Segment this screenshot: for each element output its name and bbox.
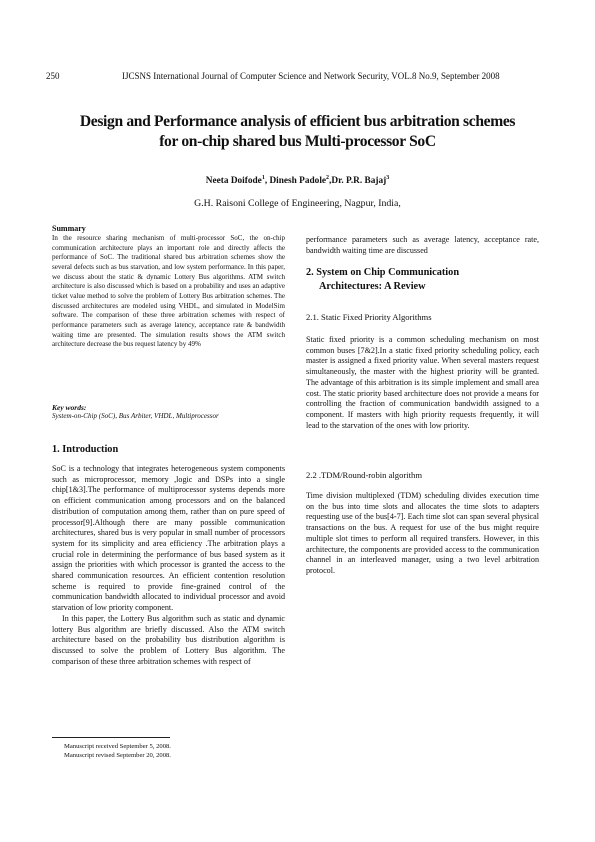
paper-title bbox=[30, 112, 565, 152]
section-heading-2-line1: 2. System on Chip Communication bbox=[306, 267, 460, 278]
introduction-body bbox=[52, 464, 285, 667]
section-heading-2 bbox=[306, 266, 539, 294]
footnote-received: Manuscript received September 5, 2008. bbox=[64, 743, 171, 750]
keywords-text: System-on-Chip (SoC), Bus Arbiter, VHDL, Multiprocessor bbox=[52, 412, 219, 420]
footnote-revised: Manuscript revised September 20, 2008. bbox=[64, 752, 171, 759]
section-heading-2-line2: Architectures: A Review bbox=[319, 281, 426, 292]
paragraph: SoC is a technology that integrates heterogeneous system components such as microprocessor, memory ,logic and DSPs into a single chip[1&3].The performance of multiprocessor systems depends more on efficient communication among processors and on the balanced distribution of computation among them, rather than on pure speed of processor[9].Although there are many possible communication architectures, shared bus is very popular in small number of processors system for its simplicity and area efficiency .The arbitration plays a crucial role in determining the performance of bus based system as it assign the priorities with which processor is granted the access to the shared communication resources. An efficient contention resolution scheme is required to provide fine-grained control of the communication bandwidth allocated to individual processor and avoid starvation of low priority component. bbox=[52, 464, 285, 613]
summary-heading: Summary bbox=[52, 224, 86, 233]
subsection-heading-2-2: 2.2 .TDM/Round-robin algorithm bbox=[306, 470, 423, 480]
paper-title-line2: for on-chip shared bus Multi-processor SoC bbox=[159, 133, 436, 150]
paragraph-continuation: performance parameters such as average latency, acceptance rate, bandwidth waiting time are discussed bbox=[306, 235, 539, 255]
affiliation: G.H. Raisoni College of Engineering, Nagpur, India, bbox=[194, 198, 401, 209]
author-superscript: 3 bbox=[386, 175, 390, 181]
page-number: 250 bbox=[46, 71, 60, 81]
author-name: , Dinesh Padole bbox=[264, 176, 327, 187]
subsection-body-2-1: Static fixed priority is a common scheduling mechanism on most common buses [7&2].In a static fixed priority scheduling policy, each master is assigned a fixed priority value. When several masters request simultaneously, the master with the highest priority will be granted. The advantage of this arbitration is its simple implement and small area cost. The static priority based architecture does not provide a means for controlling the fraction of communication bandwidth assigned to a component. If masters with high priority requests frequently, it will lead to the starvation of the ones with low priority. bbox=[306, 335, 539, 430]
running-header: IJCSNS International Journal of Computer Science and Network Security, VOL.8 No.9, September 2008 bbox=[122, 71, 500, 81]
summary-text: In the resource sharing mechanism of multi-processor SoC, the on-chip communication architecture plays an important role and directly affects the performance of SoC. The traditional shared bus arbitration schemes show the several defects such as bus starvation, and low system performance. In this paper, we discuss about the static & dynamic Lottery Bus algorithms. ATM switch architecture is also discussed which is based on a probability and uses an adaptive ticket value method to solve the problem of Lottery Bus arbitration schemes. The discussed architectures are modeled using VHDL, and simulated in ModelSim software. The comparison of these three arbitration schemes with respect of performance parameters such as average latency, acceptance rate & bandwidth waiting time are presented. The simulation results shows the ATM switch architecture decrease the bus request latency by 49% bbox=[52, 234, 285, 349]
subsection-heading-2-1: 2.1. Static Fixed Priority Algorithms bbox=[306, 312, 432, 322]
author-list bbox=[30, 175, 565, 186]
footnote-divider bbox=[52, 737, 170, 738]
author-superscript: 1 bbox=[261, 175, 265, 181]
subsection-body-2-2: Time division multiplexed (TDM) scheduling divides execution time on the bus into time slots and allocates the time slots to adapters requesting use of the bus[4-7]. Each time slot can span several physical transactions on the bus. A request for use of the bus might require multiple slot times to perform all required transfers. However, in this architecture, the components are provided access to the communication channel in an interleaved manager, using a two level arbitration protocol. bbox=[306, 491, 539, 575]
author-superscript: 2 bbox=[326, 175, 330, 181]
author-name: ,Dr. P.R. Bajaj bbox=[329, 176, 387, 187]
section-heading-introduction: 1. Introduction bbox=[52, 444, 119, 455]
paper-title-line1: Design and Performance analysis of efficient bus arbitration schemes bbox=[79, 113, 516, 130]
keywords-heading: Key words: bbox=[52, 403, 87, 412]
paragraph: In this paper, the Lottery Bus algorithm such as static and dynamic lottery Bus algorithm are briefly discussed. Also the ATM switch architecture based on the probability bus distribution algorithm is discussed to solve the problem of Lottery Bus algorithm. The comparison of these three arbitration schemes with respect of bbox=[52, 613, 285, 666]
author-name: Neeta Doifode bbox=[205, 176, 262, 187]
